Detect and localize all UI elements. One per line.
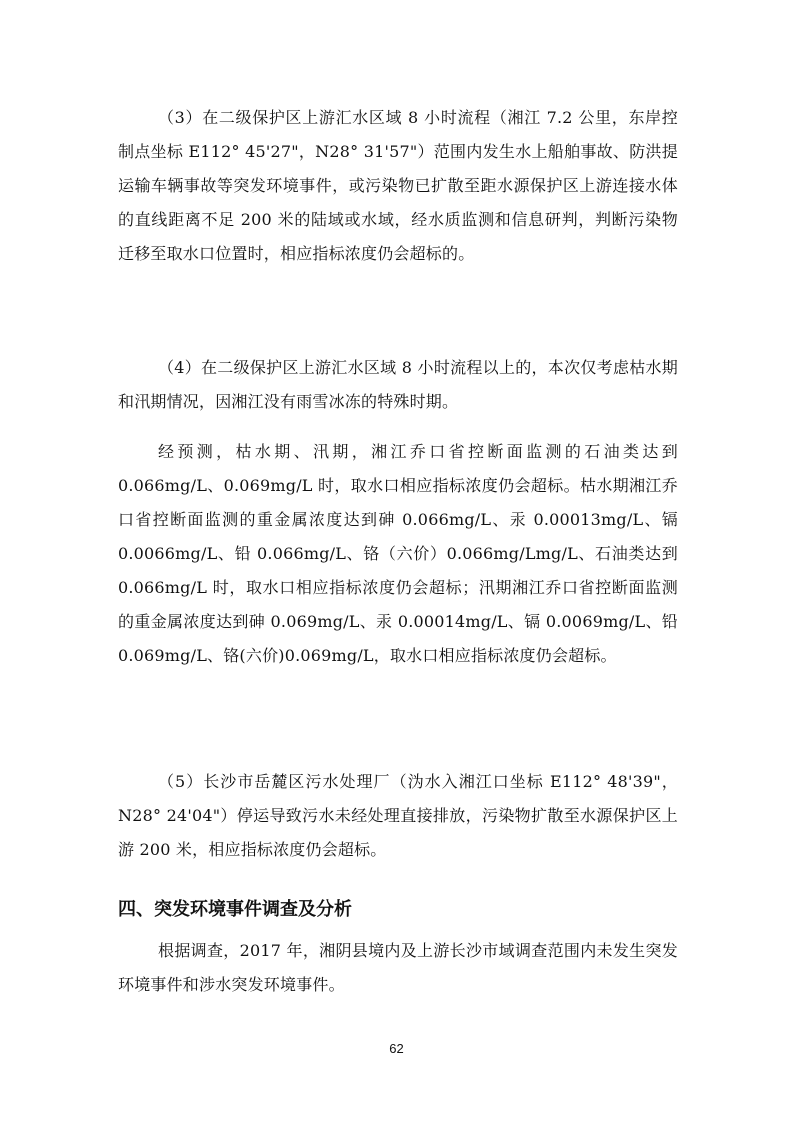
paragraph-forecast: 经预测，枯水期、汛期，湘江乔口省控断面监测的石油类达到 0.066mg/L、0.069mg/L 时，取水口相应指标浓度仍会超标。枯水期湘江乔口省控断面监测的重金属浓度达到砷 0.066mg/L、汞 0.00013mg/L、镉 0.0066mg/L、铅 0.066mg/L、铬（六价）0.066mg/Lmg/L、石油类达到 0.066mg/L 时，取水口相应指标浓度仍会超标；汛期湘江乔口省控断面监测的重金属浓度达到砷 0.069mg/L、汞 0.00014mg/L、镉 0.0069mg/L、铅 0.069mg/L、铬(六价)0.069mg/L，取水口相应指标浓度仍会超标。 (118, 442, 678, 665)
page-number: 62 (389, 1041, 404, 1056)
paragraph-item-5: （5）长沙市岳麓区污水处理厂（沩水入湘江口坐标 E112° 48'39"，N28° 24'04"）停运导致污水未经处理直接排放，污染物扩散至水源保护区上游 200 米，相应指标浓度仍会超标。 (118, 772, 678, 859)
paragraph-item-3: （3）在二级保护区上游汇水区域 8 小时流程（湘江 7.2 公里，东岸控制点坐标 E112° 45'27"，N28° 31'57"）范围内发生水上船舶事故、防洪提运输车辆事故等突发环境事件，或污染物已扩散至距水源保护区上游连接水体的直线距离不足 200 米的陆域或水域，经水质监测和信息研判，判断污染物迁移至取水口位置时，相应指标浓度仍会超标的。 (118, 108, 678, 263)
section-heading: 四、突发环境事件调查及分析 (118, 899, 352, 920)
paragraph-item-4: （4）在二级保护区上游汇水区域 8 小时流程以上的，本次仅考虑枯水期和汛期情况，因湘江没有雨雪冰冻的特殊时期。 (118, 358, 678, 411)
paragraph-investigation: 根据调查，2017 年，湘阴县境内及上游长沙市域调查范围内未发生突发环境事件和涉水突发环境事件。 (118, 941, 678, 994)
